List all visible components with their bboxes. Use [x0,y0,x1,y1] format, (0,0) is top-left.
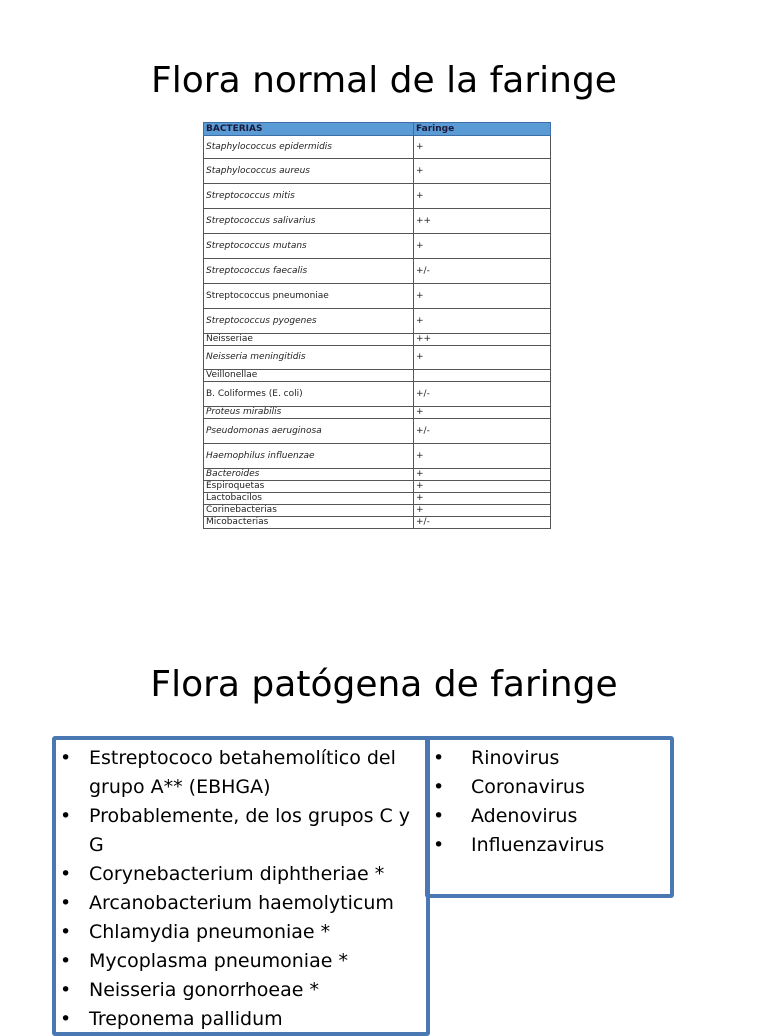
table-row [204,284,551,309]
bacteria-cell: Streptococcus faecalis [204,259,414,284]
table-row [204,469,551,481]
list-item-text: Influenzavirus [471,834,605,856]
virus-list-item [433,831,669,860]
table-header-row [204,123,551,136]
faringe-cell: + [414,159,551,184]
faringe-cell: + [414,136,551,159]
faringe-cell: + [414,346,551,370]
bacteria-cell: Haemophilus influenzae [204,444,414,469]
faringe-cell: + [414,309,551,334]
bacteria-cell: B. Coliformes (E. coli) [204,382,414,407]
header-faringe: Faringe [414,123,551,136]
faringe-cell: + [414,184,551,209]
bacteria-cell: Streptococcus mitis [204,184,414,209]
table-row [204,407,551,419]
list-item-text: Rinovirus [471,747,560,769]
bacteria-cell: Streptococcus pyogenes [204,309,414,334]
bacteria-box [52,736,430,1036]
table-row [204,481,551,493]
faringe-cell: + [414,493,551,505]
list-item-text: Treponema pallidum [89,1008,283,1030]
faringe-cell: +/- [414,259,551,284]
virus-list-item [433,802,669,831]
bullet-icon: • [60,863,72,885]
bacteria-cell: Corinebacterias [204,505,414,517]
virus-list [433,744,669,860]
table-row [204,234,551,259]
faringe-cell: + [414,444,551,469]
list-item-text: Estreptococo betahemolítico del grupo A** (EBHGA) [89,747,396,798]
list-item-text: Coronavirus [471,776,585,798]
table-row [204,382,551,407]
bacteria-cell: Streptococcus salivarius [204,209,414,234]
bacteria-list-item [60,1005,420,1034]
bullet-icon: • [433,805,445,827]
virus-box [425,736,674,898]
faringe-cell: +/- [414,382,551,407]
bullet-icon: • [60,950,72,972]
bacteria-cell: Neisseriae [204,334,414,346]
faringe-cell: + [414,284,551,309]
bacteria-list-item [60,889,420,918]
list-item-text: Adenovirus [471,805,578,827]
bacteria-cell: Streptococcus mutans [204,234,414,259]
list-item-text: Neisseria gonorrhoeae * [89,979,319,1001]
virus-list-item [433,744,669,773]
table-row [204,444,551,469]
bullet-icon: • [433,834,445,856]
bacteria-cell: Pseudomonas aeruginosa [204,419,414,444]
bacteria-cell: Staphylococcus aureus [204,159,414,184]
list-item-text: Probablemente, de los grupos C y G [89,805,411,856]
bullet-icon: • [433,747,445,769]
bacteria-list-item [60,947,420,976]
table-row [204,493,551,505]
bacteria-cell: Bacteroides [204,469,414,481]
faringe-cell: + [414,407,551,419]
bacteria-cell: Proteus mirabilis [204,407,414,419]
faringe-cell: +/- [414,517,551,529]
table-row [204,184,551,209]
bacteria-cell: Staphylococcus epidermidis [204,136,414,159]
bacteria-list-item [60,976,420,1005]
faringe-cell: ++ [414,209,551,234]
list-item-text: Arcanobacterium haemolyticum [89,892,394,914]
bullet-icon: • [60,921,72,943]
bacteria-cell: Streptococcus pneumoniae [204,284,414,309]
table-row [204,159,551,184]
faringe-cell: + [414,469,551,481]
faringe-cell: + [414,481,551,493]
bacteria-cell: Lactobacilos [204,493,414,505]
table-row [204,309,551,334]
table-row [204,259,551,284]
table-row [204,136,551,159]
table-title: Flora normal de la faringe [151,60,617,101]
bullet-icon: • [60,892,72,914]
table-row [204,505,551,517]
bacteria-cell: Espiroquetas [204,481,414,493]
bullet-icon: • [60,747,72,769]
virus-list-item [433,773,669,802]
table-row [204,346,551,370]
bullet-icon: • [60,1008,72,1030]
bacteria-list-item [60,802,420,860]
pathogen-title: Flora patógena de faringe [150,664,618,705]
bacteria-cell: Neisseria meningitidis [204,346,414,370]
table-row [204,517,551,529]
list-item-text: Corynebacterium diphtheriae * [89,863,385,885]
bacteria-list [60,744,420,1034]
faringe-cell [414,370,551,382]
bullet-icon: • [60,979,72,1001]
faringe-cell: + [414,234,551,259]
bullet-icon: • [433,776,445,798]
flora-table [203,122,551,529]
bacteria-list-item [60,860,420,889]
bacteria-list-item [60,744,420,802]
bullet-icon: • [60,805,72,827]
table-row [204,370,551,382]
table-row [204,419,551,444]
bacteria-cell: Veillonellae [204,370,414,382]
faringe-cell: +/- [414,419,551,444]
faringe-cell: + [414,505,551,517]
table-row [204,334,551,346]
list-item-text: Mycoplasma pneumoniae * [89,950,348,972]
header-bacterias: BACTERIAS [204,123,414,136]
faringe-cell: ++ [414,334,551,346]
bacteria-cell: Micobacterias [204,517,414,529]
bacteria-list-item [60,918,420,947]
list-item-text: Chlamydia pneumoniae * [89,921,331,943]
table-row [204,209,551,234]
